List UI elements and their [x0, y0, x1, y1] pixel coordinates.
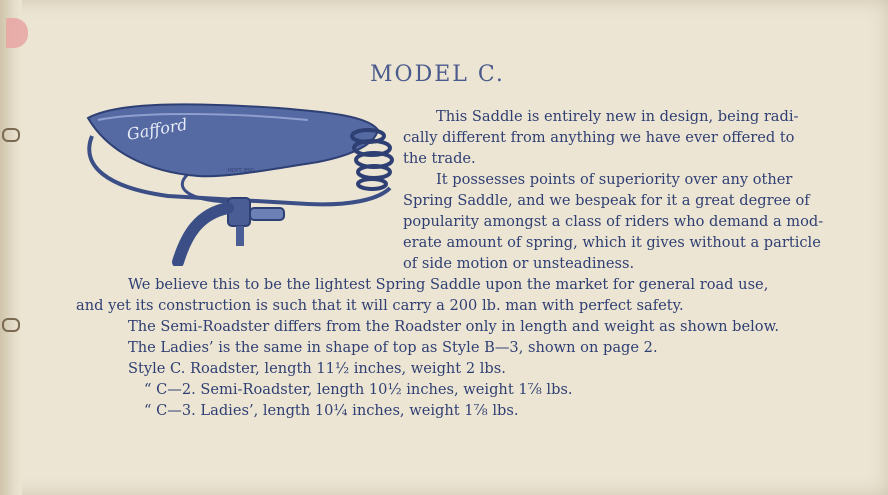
text-line: the trade.: [403, 150, 476, 167]
text-line: popularity amongst a class of riders who demand a mod-: [403, 213, 824, 230]
style-line: Style C. Roadster, length 11½ inches, weight 2 lbs.: [128, 360, 506, 377]
text-line: of side motion or unsteadiness.: [403, 255, 635, 272]
saddle-illustration: [78, 96, 398, 266]
binding-ring: [2, 318, 20, 332]
text-line: It possesses points of superiority over any other: [436, 171, 793, 188]
page-binding: [0, 0, 22, 495]
binding-ring: [2, 128, 20, 142]
text-line: We believe this to be the lightest Spring Saddle upon the market for general road use,: [128, 276, 769, 293]
seat-post: [178, 208, 228, 262]
saddle-signature: Gafford: [125, 114, 189, 144]
text-line: erate amount of spring, which it gives without a particle: [403, 234, 821, 251]
page-title: MODEL C.: [370, 62, 505, 87]
style-line: “ C—2. Semi-Roadster, length 10½ inches, weight 1⅞ lbs.: [144, 381, 573, 398]
saddle-clamp-nut: [236, 226, 244, 246]
text-line: Spring Saddle, and we bespeak for it a great degree of: [403, 192, 810, 209]
text-line: The Ladies’ is the same in shape of top as Style B—3, shown on page 2.: [128, 339, 658, 356]
saddle-clamp-bolt: [250, 208, 284, 220]
text-line: cally different from anything we have ever offered to: [403, 129, 795, 146]
text-line: and yet its construction is such that it will carry a 200 lb. man with perfect safety.: [76, 297, 684, 314]
engraver-mark: HOYT. ENG.: [228, 168, 257, 174]
page-tab: [6, 18, 28, 48]
text-line: The Semi-Roadster differs from the Roadster only in length and weight as shown below.: [128, 318, 779, 335]
style-line: “ C—3. Ladies’, length 10¼ inches, weight 1⅞ lbs.: [144, 402, 519, 419]
text-line: This Saddle is entirely new in design, being radi-: [436, 108, 799, 125]
